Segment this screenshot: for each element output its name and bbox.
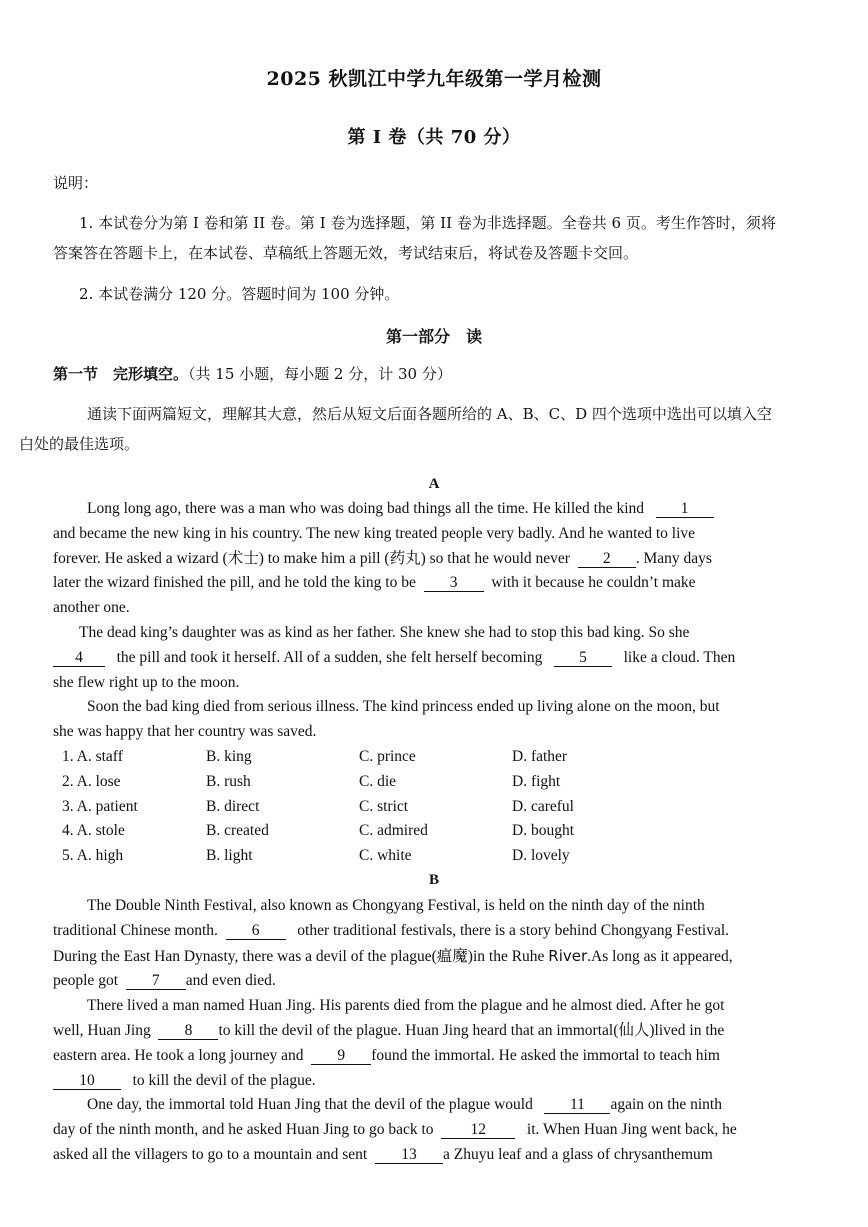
option-c: C. strict [359, 797, 409, 815]
exam-title: 2025 秋凯江中学九年级第一学月检测 [266, 68, 602, 90]
text-span: traditional Chinese month. [53, 921, 218, 939]
passage-b-line-3 [53, 944, 818, 970]
option-a: 2. A. lose [62, 772, 121, 790]
passage-b-line-4 [53, 969, 818, 994]
text-span: to kill the devil of the plague. [132, 1071, 316, 1089]
option-d: D. bought [512, 822, 574, 840]
text-span: One day, the immortal told Huan Jing that the devil of the plague would [87, 1096, 533, 1114]
option-a: 3. A. patient [62, 797, 138, 815]
passage-a-line-10: she was happy that her country was saved. [53, 723, 317, 741]
text-span: people got [53, 972, 118, 990]
text-span: again on the ninth [610, 1096, 722, 1114]
passage-b-line-6 [53, 1019, 818, 1044]
passage-a-line-4 [53, 571, 818, 596]
passage-a-line-6: The dead king’s daughter was as kind as her father. She knew she had to stop this bad king. So she [79, 623, 690, 641]
directions-line-1: 通读下面两篇短文，理解其大意，然后从短文后面各题所给的 A、B、C、D 四个选项中选出可以填入空 [87, 405, 772, 423]
passage-b-label: B [428, 872, 439, 888]
option-c: C. die [359, 772, 397, 790]
passage-a-line-9: Soon the bad king died from serious illness. The kind princess ended up living alone on the moon, but [87, 698, 720, 716]
option-a: 1. A. staff [62, 748, 123, 765]
passage-b-line-9 [53, 1093, 818, 1118]
text-span: a Zhuyu leaf and a glass of chrysanthemum [442, 1145, 713, 1163]
blank-12: 12 [441, 1121, 515, 1139]
directions [19, 399, 818, 459]
passage-a-line-3 [53, 547, 818, 572]
passage-a-line-5: another one. [53, 599, 130, 617]
options-table [62, 745, 762, 869]
blank-13: 13 [375, 1146, 443, 1164]
instruction-item-1 [53, 208, 818, 268]
text-span: asked all the villagers to go to a mountain and sent [53, 1145, 368, 1163]
passage-b-line-1: The Double Ninth Festival, also known as Chongyang Festival, is held on the ninth day of the ninth [87, 897, 705, 914]
option-b: B. light [206, 847, 253, 865]
instruction-1-line-1: 1. 本试卷分为第 I 卷和第 II 卷。第 I 卷为选择题，第 II 卷为非选择题。全卷共 6 页。考生作答时，须将 [79, 214, 776, 232]
directions-line-2: 白处的最佳选项。 [19, 435, 140, 453]
option-a: 4. A. stole [62, 822, 125, 840]
text-span: During the East Han Dynasty, there was a devil of the plague(瘟魔)in the Ruhe [53, 947, 549, 965]
option-c: C. white [359, 847, 412, 865]
section-heading [53, 359, 818, 389]
option-c: C. prince [359, 748, 416, 765]
blank-11: 11 [544, 1096, 610, 1114]
blank-8: 8 [158, 1022, 218, 1040]
option-b: B. direct [206, 797, 260, 815]
passage-b-line-10 [53, 1118, 818, 1143]
section-note: （共 15 小题，每小题 2 分，计 30 分） [188, 365, 452, 383]
option-d: D. careful [512, 797, 574, 815]
option-row [62, 795, 762, 820]
text-span: it. When Huan Jing went back, he [526, 1121, 737, 1139]
blank-5: 5 [554, 649, 612, 667]
text-span: to kill the devil of the plague. Huan Jing heard that an immortal(仙人)lived in the [218, 1021, 725, 1039]
instruction-1-line-2: 答案答在答题卡上，在本试卷、草稿纸上答题无效，考试结束后，将试卷及答题卡交回。 [53, 244, 639, 262]
option-d: D. father [512, 748, 568, 765]
text-span: later the wizard finished the pill, and he told the king to be [53, 574, 416, 592]
passage-a-line-8: she flew right up to the moon. [53, 673, 240, 691]
text-span: forever. He asked a wizard (术士) to make him a pill (药丸) so that he would never [53, 549, 570, 567]
option-d: D. lovely [512, 847, 570, 865]
blank-3: 3 [424, 574, 484, 592]
text-span: other traditional festivals, there is a story behind Chongyang Festival. [297, 921, 730, 939]
blank-7: 7 [126, 972, 186, 990]
blank-9: 9 [311, 1047, 371, 1065]
option-b: B. created [206, 822, 269, 840]
option-b: B. king [206, 748, 252, 765]
text-span: like a cloud. Then [623, 648, 736, 666]
passage-b-line-8 [53, 1069, 818, 1094]
text-span: found the immortal. He asked the immortal to teach him [371, 1046, 720, 1064]
part-heading: 第一部分 读 [385, 327, 482, 346]
passage-b [53, 894, 818, 1168]
option-c: C. admired [359, 822, 428, 840]
passage-a-line-7 [53, 646, 818, 671]
passage-b-line-7 [53, 1044, 818, 1069]
blank-1: 1 [656, 500, 714, 518]
passage-b-line-5: There lived a man named Huan Jing. His parents died from the plague and he almost died. After he got [87, 997, 725, 1015]
option-b: B. rush [206, 772, 251, 790]
text-span: well, Huan Jing [53, 1021, 151, 1039]
instructions-label: 说明： [53, 174, 99, 192]
section-label: 第一节 完形填空。 [53, 365, 189, 383]
option-row [62, 745, 762, 770]
text-span: the pill and took it herself. All of a sudden, she felt herself becoming [116, 648, 543, 666]
option-row [62, 844, 762, 869]
option-row [62, 770, 762, 795]
blank-4: 4 [53, 649, 105, 667]
blank-2: 2 [578, 550, 636, 568]
option-row [62, 819, 762, 844]
instruction-item-2: 2. 本试卷满分 120 分。答题时间为 100 分钟。 [79, 285, 400, 303]
passage-b-line-2 [53, 919, 818, 944]
passage-b-line-11 [53, 1143, 818, 1168]
passage-a-line-1 [53, 497, 818, 522]
volume-title: 第 I 卷（共 70 分） [347, 127, 521, 148]
blank-6: 6 [226, 922, 286, 940]
option-d: D. fight [512, 772, 561, 790]
text-span: River [548, 946, 588, 965]
passage-a-label: A [428, 476, 440, 492]
text-span: day of the ninth month, and he asked Huan Jing to go back to [53, 1121, 434, 1139]
blank-10: 10 [53, 1072, 121, 1090]
passage-a [53, 497, 818, 745]
text-span: eastern area. He took a long journey and [53, 1046, 304, 1064]
option-a: 5. A. high [62, 847, 124, 865]
text-span: . Many days [635, 549, 712, 567]
text-span: Long long ago, there was a man who was doing bad things all the time. He killed the kind [87, 500, 645, 517]
passage-a-line-2: and became the new king in his country. The new king treated people very badly. And he wanted to live [53, 524, 696, 542]
text-span: .As long as it appeared, [587, 947, 733, 965]
text-span: with it because he couldn’t make [491, 574, 696, 592]
text-span: and even died. [185, 972, 276, 990]
